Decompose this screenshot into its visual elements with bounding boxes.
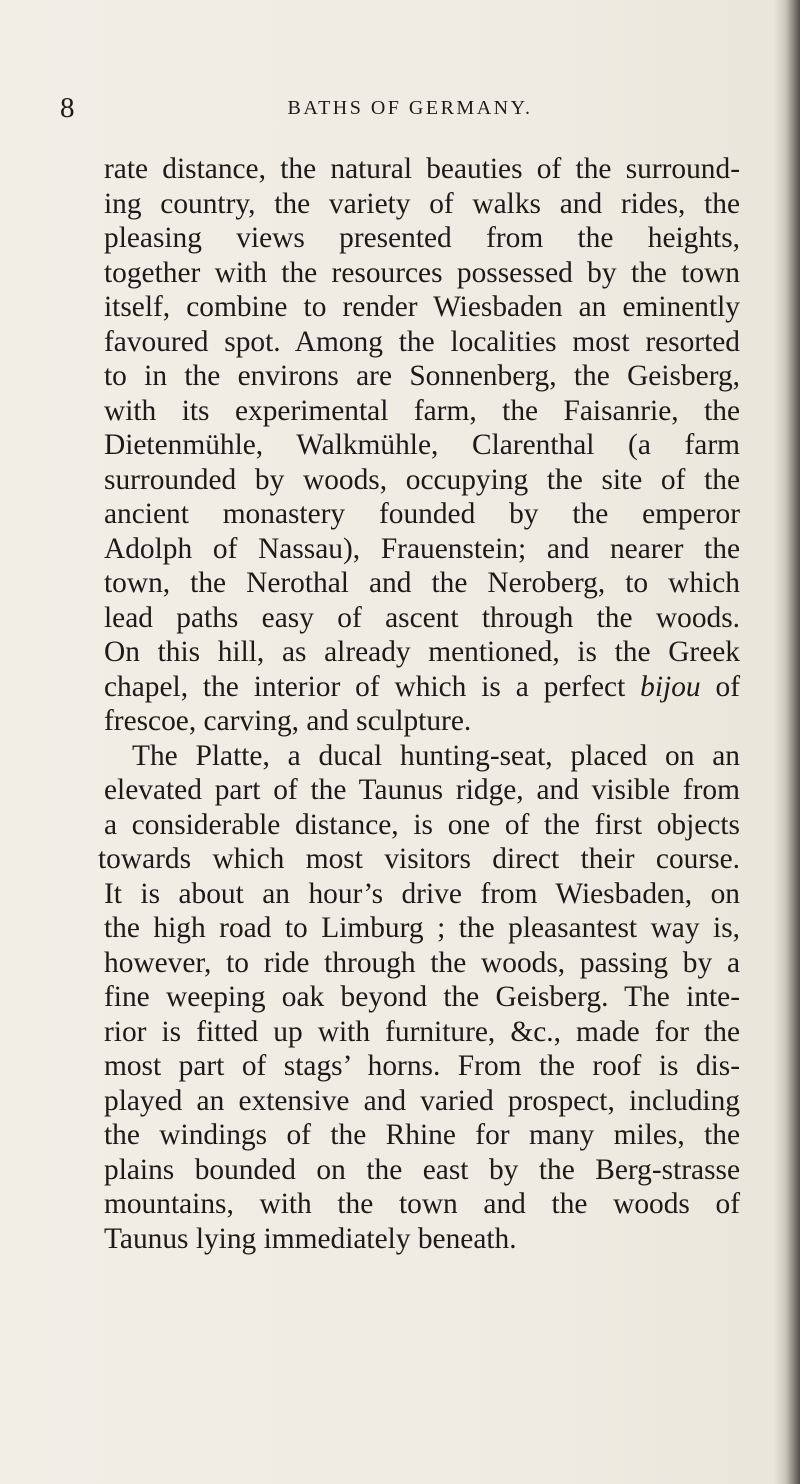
running-head: BATHS OF GERMANY.: [287, 97, 533, 119]
page-number: 8: [60, 92, 75, 124]
text-line: mountains, with the town and the woods of: [104, 1188, 740, 1220]
text-line: itself, combine to render Wiesbaden an eminently: [104, 291, 740, 323]
text-line: fine weeping oak beyond the Geisberg. The inte-: [104, 981, 740, 1013]
paragraph-start-line: The Platte, a ducal hunting-seat, placed on an: [132, 739, 740, 772]
text-line: a considerable distance, is one of the first objects: [104, 808, 740, 841]
text-line: ing country, the variety of walks and rides, the: [104, 187, 740, 220]
text-line: rate distance, the natural beauties of the surround-: [104, 153, 740, 185]
text-line: town, the Nerothal and the Neroberg, to which: [104, 567, 740, 599]
text-line: pleasing views presented from the heights,: [104, 222, 740, 254]
text-line: to in the environs are Sonnenberg, the Geisberg,: [104, 360, 740, 392]
text-line: rior is fitted up with furniture, &c., made for the: [104, 1015, 740, 1048]
text-segment: of: [715, 670, 740, 703]
text-line: On this hill, as already mentioned, is the Greek: [104, 636, 740, 668]
page-header: [60, 88, 760, 128]
text-line: surrounded by woods, occupying the site of the: [104, 463, 740, 496]
text-line: plains bounded on the east by the Berg-strasse: [104, 1153, 740, 1186]
text-segment: chapel, the interior of which is a perfect: [104, 670, 626, 703]
text-line: elevated part of the Taunus ridge, and visible from: [104, 774, 740, 806]
body-text: [98, 152, 740, 1256]
text-line: favoured spot. Among the localities most resorted: [104, 325, 740, 358]
text-line: most part of stags’ horns. From the roof is dis-: [104, 1050, 740, 1082]
text-line: It is about an hour’s drive from Wiesbaden, on: [104, 877, 740, 910]
text-line-with-italic: [104, 670, 740, 705]
text-line: the windings of the Rhine for many miles, the: [104, 1119, 740, 1151]
text-line: played an extensive and varied prospect, including: [104, 1084, 740, 1117]
text-line: with its experimental farm, the Faisanrie, the: [104, 394, 740, 427]
text-line: together with the resources possessed by the town: [104, 256, 740, 289]
text-line: the high road to Limburg ; the pleasantest way is,: [104, 912, 740, 944]
text-line: Adolph of Nassau), Frauenstein; and nearer the: [104, 532, 740, 565]
paragraph-end-line: Taunus lying immediately beneath.: [104, 1222, 517, 1255]
text-line: however, to ride through the woods, passing by a: [104, 946, 740, 979]
text-line: ancient monastery founded by the emperor: [104, 498, 740, 530]
italic-word: bijou: [640, 670, 701, 703]
page-edge-shadow: [774, 0, 800, 1484]
paragraph-end-line: frescoe, carving, and sculpture.: [104, 705, 472, 737]
text-line: lead paths easy of ascent through the woods.: [104, 601, 740, 634]
text-line: towards which most visitors direct their course.: [98, 843, 740, 875]
text-line: Dietenmühle, Walkmühle, Clarenthal (a farm: [104, 429, 740, 461]
